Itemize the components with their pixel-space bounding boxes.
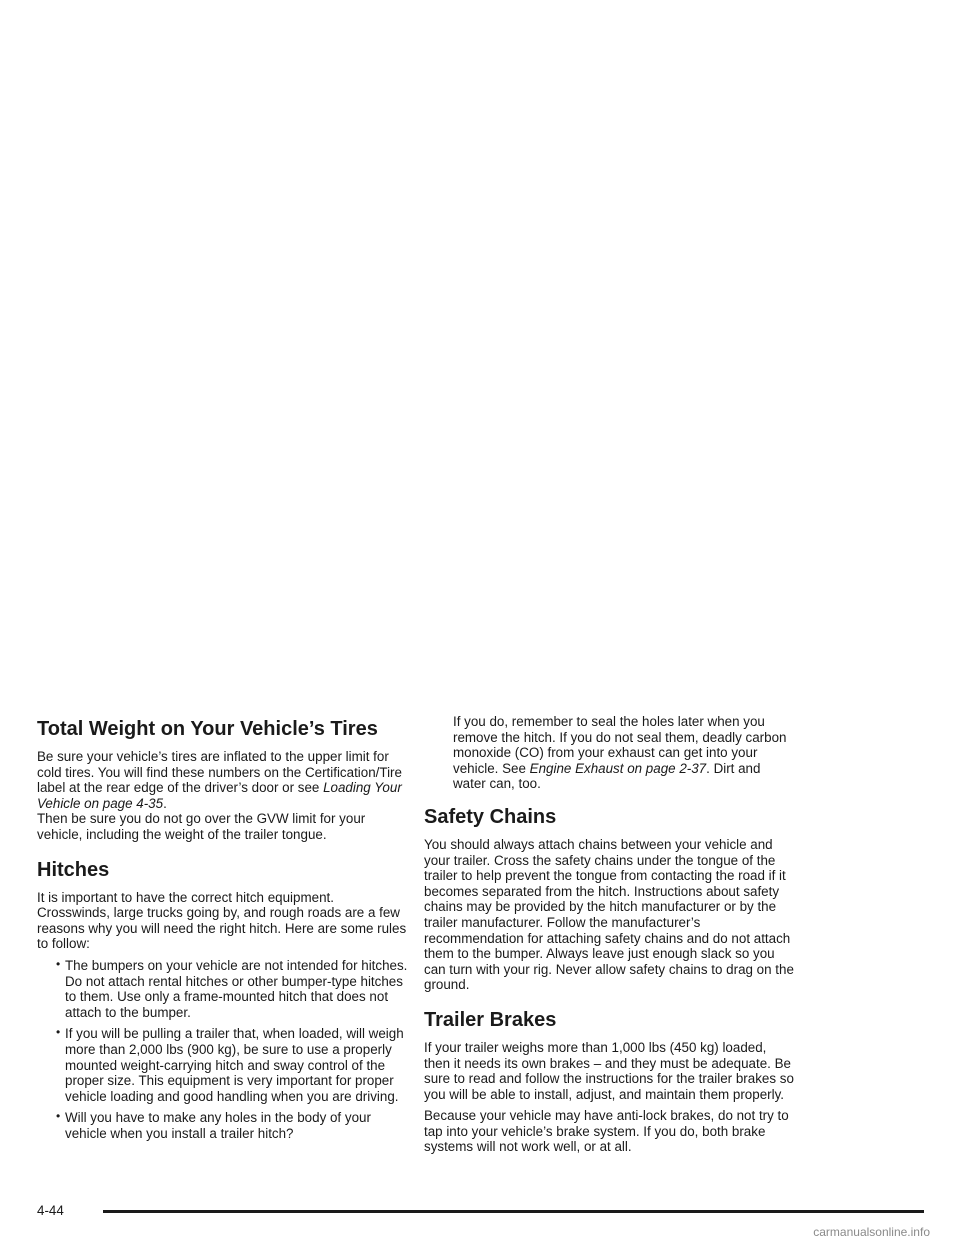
left-column bbox=[37, 714, 409, 1147]
safety-chains-heading: Safety Chains bbox=[424, 805, 557, 828]
engine-exhaust-link[interactable]: Engine Exhaust on page 2-37 bbox=[529, 760, 707, 776]
trailer-brakes-paragraph-1: If your trailer weighs more than 1,000 lbs (450 kg) loaded, then it needs its own brakes – and they must be adequate. Be sure to read and follow the instructions for the trailer brakes so you will be able to install, adjust, and maintain them properly. bbox=[424, 1039, 794, 1102]
bullet-icon: • bbox=[56, 956, 61, 971]
total-weight-text-end: . bbox=[163, 795, 167, 811]
total-weight-heading: Total Weight on Your Vehicle’s Tires bbox=[37, 718, 378, 740]
total-weight-paragraph-1 bbox=[37, 749, 409, 811]
hitches-heading: Hitches bbox=[37, 858, 110, 881]
hitch-holes-continuation bbox=[424, 714, 794, 792]
loading-vehicle-link[interactable]: Loading Your Vehicle on page 4-35 bbox=[37, 780, 402, 811]
list-item bbox=[56, 956, 409, 1020]
list-item-text: The bumpers on your vehicle are not intended for hitches. Do not attach rental hitches or other bumper-type hitches to them. Use only a frame-mounted hitch that does not attach to the bumper. bbox=[65, 957, 408, 1020]
hitches-intro: It is important to have the correct hitch equipment. Crosswinds, large trucks going by, and rough roads are a few reasons why you will need the right hitch. Here are some rules to follow: bbox=[37, 889, 407, 952]
list-item-text: If you will be pulling a trailer that, when loaded, will weigh more than 2,000 lbs (900 kg), be sure to use a properly mounted weight-carrying hitch and sway control of the proper size. This equipment is very important for proper vehicle loading and good handling when you are driving. bbox=[65, 1026, 404, 1104]
list-item-text: Will you have to make any holes in the body of your vehicle when you install a trailer hitch? bbox=[65, 1110, 371, 1141]
safety-chains-body: You should always attach chains between your vehicle and your trailer. Cross the safety chains under the tongue of the trailer to help prevent the tongue from contacting the road if it becomes separated from the hitch. Instructions about safety chains may be provided by the hitch manufacturer or by the trailer manufacturer. Follow the manufacturer’s recommendation for attaching safety chains and do not attach them to the bumper. Always leave just enough slack so you can turn with your rig. Never allow safety chains to drag on the ground. bbox=[424, 836, 794, 993]
list-item bbox=[56, 1025, 409, 1104]
bullet-icon: • bbox=[56, 1025, 61, 1040]
page-number: 4-44 bbox=[37, 1203, 64, 1218]
continuation-text-end: . Dirt and water can, too. bbox=[453, 760, 761, 792]
total-weight-paragraph-2: Then be sure you do not go over the GVW limit for your vehicle, including the weight of the trailer tongue. bbox=[37, 811, 366, 842]
hitch-rules-list bbox=[37, 958, 409, 1142]
watermark-text: carmanualsonline.info bbox=[813, 1225, 930, 1239]
list-item bbox=[56, 1109, 409, 1141]
right-column bbox=[424, 714, 794, 1161]
continuation-text: If you do, remember to seal the holes later when you remove the hitch. If you do not seal them, deadly carbon monoxide (CO) from your exhaust can get into your vehicle. See bbox=[453, 714, 787, 776]
bullet-icon: • bbox=[56, 1109, 61, 1124]
trailer-brakes-heading: Trailer Brakes bbox=[424, 1008, 557, 1031]
total-weight-text: Be sure your vehicle’s tires are inflated to the upper limit for cold tires. You will find these numbers on the Certification/Tire label at the rear edge of the driver’s door or see bbox=[37, 749, 402, 796]
footer-divider bbox=[103, 1210, 924, 1213]
trailer-brakes-paragraph-2: Because your vehicle may have anti-lock brakes, do not try to tap into your vehicle’s brake system. If you do, both brake systems will not work well, or at all. bbox=[424, 1108, 789, 1155]
